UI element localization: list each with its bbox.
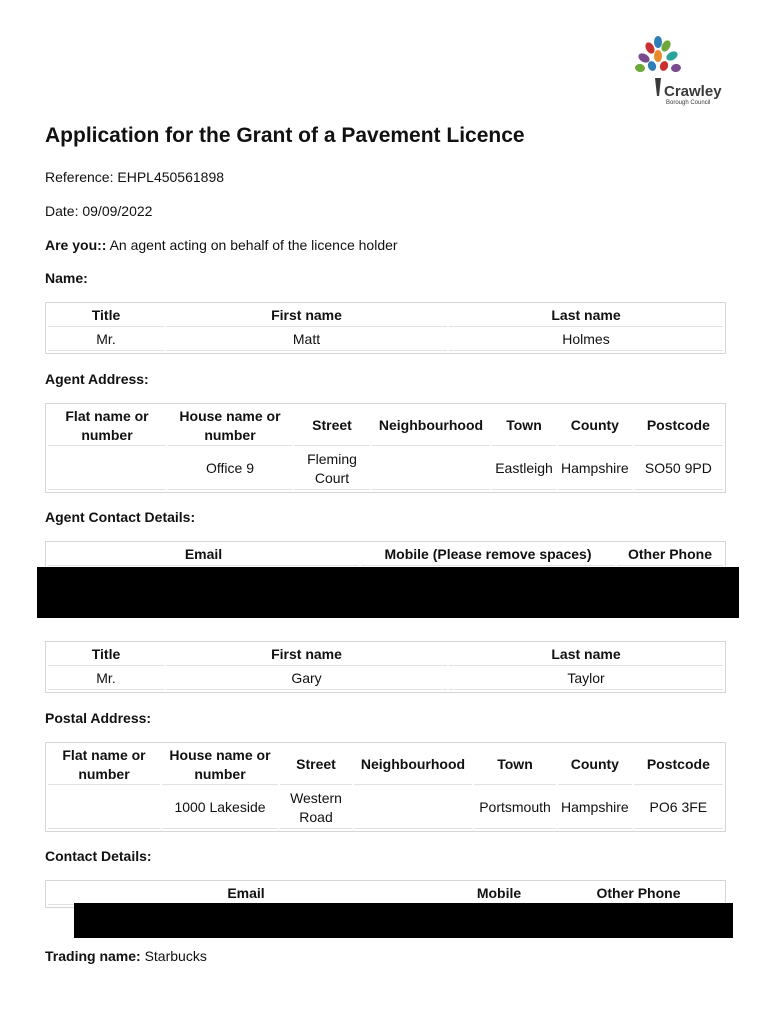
reference-value: EHPL450561898 (117, 169, 225, 185)
holder-name-table (45, 641, 726, 693)
col-county: County (558, 745, 632, 785)
holder-title: Mr. (48, 668, 164, 690)
col-first-name: First name (166, 305, 447, 327)
col-email: Email (48, 883, 444, 905)
reference-line (45, 169, 224, 185)
agent-name-table (45, 302, 726, 354)
postal-address-label: Postal Address: (45, 710, 152, 726)
col-town: Town (492, 406, 556, 446)
postal-postcode: PO6 3FE (634, 787, 723, 829)
trading-name-line (45, 948, 207, 964)
postal-flat (48, 787, 160, 829)
col-other-phone: Other Phone (617, 544, 723, 566)
col-postcode: Postcode (634, 406, 723, 446)
agent-first-name: Matt (166, 329, 447, 351)
agent-contact-label: Agent Contact Details: (45, 509, 196, 525)
col-town: Town (474, 745, 556, 785)
are-you-label: Are you:: (45, 237, 107, 253)
col-last-name: Last name (449, 305, 723, 327)
postal-town: Portsmouth (474, 787, 556, 829)
agent-address-table (45, 403, 726, 493)
postal-house: 1000 Lakeside (162, 787, 278, 829)
col-last-name: Last name (449, 644, 723, 666)
col-flat: Flat name or number (48, 745, 160, 785)
contact-details-label: Contact Details: (45, 848, 152, 864)
postal-county: Hampshire (558, 787, 632, 829)
agent-contact-table (45, 541, 726, 569)
trading-name-label: Trading name: (45, 948, 141, 964)
council-logo (628, 34, 724, 106)
col-flat: Flat name or number (48, 406, 166, 446)
agent-neighbourhood (372, 448, 490, 490)
agent-town: Eastleigh (492, 448, 556, 490)
logo-brand: Crawley (664, 83, 722, 100)
postal-address-table (45, 742, 726, 832)
col-mobile: Mobile (Please remove spaces) (361, 544, 615, 566)
page-title: Application for the Grant of a Pavement Licence (45, 124, 525, 147)
col-title: Title (48, 644, 164, 666)
tree-logo-icon (628, 34, 724, 106)
col-house: House name or number (162, 745, 278, 785)
logo-sub: Borough Council (666, 100, 711, 106)
col-email: Email (48, 544, 359, 566)
redaction-bar (37, 567, 739, 618)
agent-postcode: SO50 9PD (634, 448, 723, 490)
col-postcode: Postcode (634, 745, 723, 785)
postal-street: Western Road (280, 787, 352, 829)
trading-name-value: Starbucks (144, 948, 207, 964)
holder-last-name: Taylor (449, 668, 723, 690)
agent-address-label: Agent Address: (45, 371, 149, 387)
name-label: Name: (45, 270, 88, 286)
postal-neighbourhood (354, 787, 472, 829)
col-street: Street (280, 745, 352, 785)
agent-flat (48, 448, 166, 490)
are-you-value: An agent acting on behalf of the licence holder (109, 237, 398, 253)
col-title: Title (48, 305, 164, 327)
reference-label: Reference: (45, 169, 114, 185)
agent-county: Hampshire (558, 448, 632, 490)
agent-last-name: Holmes (449, 329, 723, 351)
col-other-phone: Other Phone (554, 883, 723, 905)
col-mobile: Mobile (446, 883, 552, 905)
col-first-name: First name (166, 644, 447, 666)
agent-house: Office 9 (168, 448, 292, 490)
date-label: Date: (45, 203, 79, 219)
agent-title: Mr. (48, 329, 164, 351)
col-neighbourhood: Neighbourhood (354, 745, 472, 785)
date-line (45, 203, 152, 219)
are-you-line (45, 237, 398, 253)
col-neighbourhood: Neighbourhood (372, 406, 490, 446)
date-value: 09/09/2022 (82, 203, 153, 219)
col-county: County (558, 406, 632, 446)
agent-street: Fleming Court (294, 448, 370, 490)
col-house: House name or number (168, 406, 292, 446)
holder-first-name: Gary (166, 668, 447, 690)
redaction-bar (74, 903, 733, 938)
col-street: Street (294, 406, 370, 446)
